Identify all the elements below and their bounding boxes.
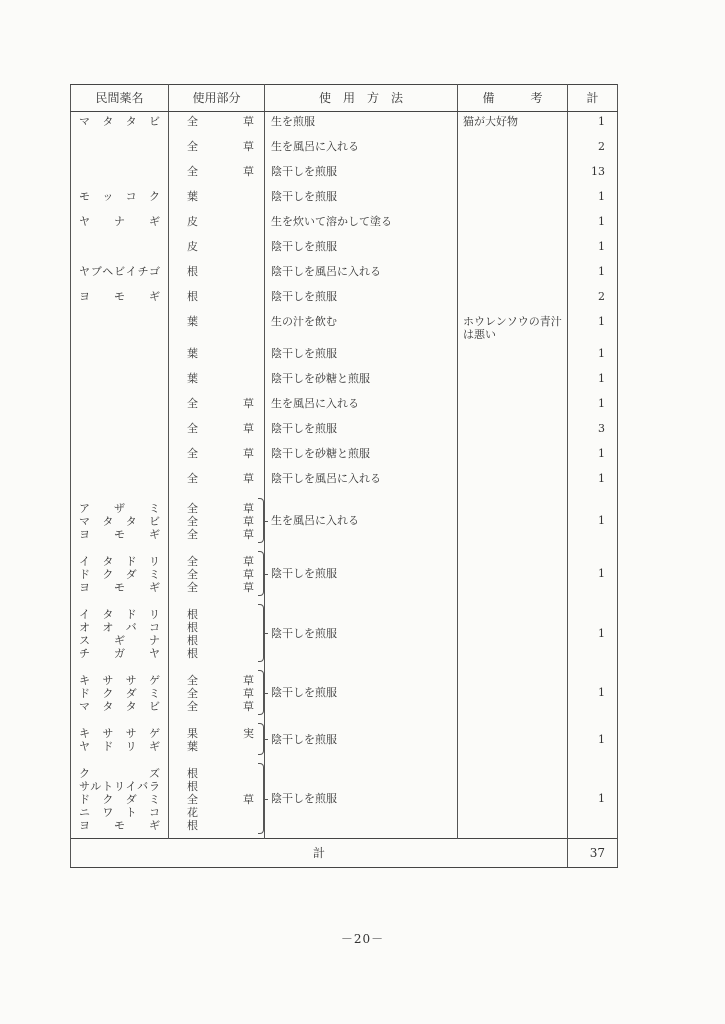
header-method: 使 用 方 法 <box>265 85 458 112</box>
used-part: 葉 <box>187 740 198 753</box>
used-part: 根 <box>187 647 198 660</box>
usage-method: 陰干しを砂糖と煎服 <box>265 444 458 469</box>
used-part: 葉 <box>169 312 265 344</box>
count: 1 <box>568 666 618 719</box>
usage-method-text: 生を風呂に入れる <box>271 514 359 527</box>
used-part: 全 草 <box>187 502 254 515</box>
count: 1 <box>568 547 618 600</box>
remark <box>458 237 568 262</box>
used-part: 全 草 <box>169 419 265 444</box>
header-part: 使用部分 <box>169 85 265 112</box>
count: 13 <box>568 162 618 187</box>
table-row <box>71 419 618 444</box>
table-body <box>71 112 618 839</box>
remedy-name <box>71 394 169 419</box>
remedy-name: サルトリイバラ <box>79 780 160 793</box>
remedy-name <box>71 469 169 494</box>
remedy-name: ヨ モ ギ <box>79 581 160 594</box>
used-part: 果 実 <box>187 727 254 740</box>
used-part: 花 <box>187 806 198 819</box>
brace-icon <box>258 498 264 543</box>
remedy-name: マ タ タ ビ <box>79 515 160 528</box>
remedy-name: ド ク ダ ミ <box>79 568 160 581</box>
used-part: 全 草 <box>187 687 254 700</box>
remedy-name: キ サ サ ゲ <box>79 674 160 687</box>
remedy-name: ヤ ナ ギ <box>71 212 169 237</box>
remedy-name: ク ズ <box>79 767 160 780</box>
remark <box>458 137 568 162</box>
remedy-name: ヤブヘビイチゴ <box>71 262 169 287</box>
brace-icon <box>258 723 264 755</box>
usage-method: 陰干しを煎服 <box>265 344 458 369</box>
usage-method-text: 陰干しを煎服 <box>271 626 337 640</box>
count: 1 <box>568 759 618 839</box>
usage-method-text: 陰干しを煎服 <box>271 792 337 805</box>
remedy-name-group <box>71 759 169 839</box>
remedy-name <box>71 237 169 262</box>
usage-method <box>265 719 458 759</box>
usage-method: 陰干しを風呂に入れる <box>265 469 458 494</box>
usage-method-text: 陰干しを煎服 <box>271 567 337 580</box>
remark: ホウレンソウの青汁は悪い <box>458 312 568 344</box>
count: 1 <box>568 187 618 212</box>
count: 1 <box>568 494 618 547</box>
used-part: 全 草 <box>169 469 265 494</box>
count: 1 <box>568 719 618 759</box>
remedy-name: オ オ バ コ <box>79 621 160 634</box>
remedy-name-group <box>71 719 169 759</box>
remark <box>458 187 568 212</box>
table-row <box>71 237 618 262</box>
table-row <box>71 394 618 419</box>
used-part: 全 草 <box>169 394 265 419</box>
used-part: 全 草 <box>169 444 265 469</box>
usage-method: 陰干しを煎服 <box>265 287 458 312</box>
count: 1 <box>568 469 618 494</box>
used-part-group <box>169 494 265 547</box>
count: 1 <box>568 444 618 469</box>
usage-method: 陰干しを煎服 <box>265 162 458 187</box>
count: 1 <box>568 394 618 419</box>
remedy-name-group <box>71 547 169 600</box>
remark: 猫が大好物 <box>458 112 568 138</box>
usage-method: 陰干しを風呂に入れる <box>265 262 458 287</box>
table-row-group <box>71 547 618 600</box>
table-row <box>71 262 618 287</box>
remedy-name: ド ク ダ ミ <box>79 793 160 806</box>
remark <box>458 494 568 547</box>
count: 3 <box>568 419 618 444</box>
usage-method-text: 陰干しを煎服 <box>271 686 337 699</box>
table-row-group <box>71 719 618 759</box>
remedy-name <box>71 419 169 444</box>
table-row <box>71 312 618 344</box>
usage-method <box>265 759 458 839</box>
remark <box>458 759 568 839</box>
count: 1 <box>568 344 618 369</box>
header-name: 民間薬名 <box>71 85 169 112</box>
used-part: 全 草 <box>187 674 254 687</box>
used-part: 根 <box>187 780 198 793</box>
used-part: 根 <box>187 819 198 832</box>
count: 1 <box>568 369 618 394</box>
used-part: 根 <box>187 767 198 780</box>
table-row <box>71 444 618 469</box>
remedy-name <box>71 444 169 469</box>
usage-method <box>265 494 458 547</box>
remedy-name: ド ク ダ ミ <box>79 687 160 700</box>
table-row-group <box>71 600 618 666</box>
used-part: 全 草 <box>169 162 265 187</box>
header-count: 計 <box>568 85 618 112</box>
remedy-name-group <box>71 666 169 719</box>
brace-icon <box>258 763 264 834</box>
remedy-name: ス ギ ナ <box>79 634 160 647</box>
remark <box>458 719 568 759</box>
remedy-name: イ タ ド リ <box>79 555 160 568</box>
brace-icon <box>258 670 264 715</box>
header-note: 備 考 <box>458 85 568 112</box>
count: 2 <box>568 137 618 162</box>
count: 1 <box>568 312 618 344</box>
used-part: 根 <box>187 634 198 647</box>
used-part: 全 草 <box>169 112 265 138</box>
table-row <box>71 187 618 212</box>
used-part: 全 草 <box>187 528 254 541</box>
remedy-name: ヨ モ ギ <box>79 528 160 541</box>
remedy-name: チ ガ ヤ <box>79 647 160 660</box>
count: 1 <box>568 112 618 138</box>
used-part: 皮 <box>169 212 265 237</box>
usage-method: 陰干しを煎服 <box>265 187 458 212</box>
usage-method: 生を風呂に入れる <box>265 394 458 419</box>
table-header-row <box>71 85 618 112</box>
page-number: －20－ <box>340 932 385 946</box>
remedy-name: キ サ サ ゲ <box>79 727 160 740</box>
used-part: 根 <box>169 287 265 312</box>
table-row <box>71 162 618 187</box>
remedy-name-group <box>71 494 169 547</box>
remark <box>458 287 568 312</box>
remedy-name <box>71 312 169 344</box>
table-row <box>71 369 618 394</box>
remedy-name: マ タ タ ビ <box>79 700 160 713</box>
used-part: 根 <box>169 262 265 287</box>
count: 1 <box>568 262 618 287</box>
count: 1 <box>568 212 618 237</box>
used-part-group <box>169 600 265 666</box>
total-row <box>71 839 618 868</box>
remark <box>458 547 568 600</box>
usage-method: 生の汁を飲む <box>265 312 458 344</box>
remark <box>458 469 568 494</box>
table-row <box>71 469 618 494</box>
used-part: 皮 <box>169 237 265 262</box>
used-part: 葉 <box>169 344 265 369</box>
remedy-name: ヨ モ ギ <box>71 287 169 312</box>
remedy-name <box>71 344 169 369</box>
used-part: 根 <box>187 621 198 634</box>
usage-method <box>265 547 458 600</box>
remedy-name <box>71 162 169 187</box>
remark <box>458 369 568 394</box>
usage-method: 生を炊いて溶かして塗る <box>265 212 458 237</box>
remedy-name <box>71 137 169 162</box>
herbal-remedy-table <box>70 84 618 868</box>
used-part: 全 草 <box>187 793 254 806</box>
remedy-name: モ ッ コ ク <box>71 187 169 212</box>
table-row <box>71 344 618 369</box>
usage-method: 生を風呂に入れる <box>265 137 458 162</box>
usage-method: 陰干しを煎服 <box>265 419 458 444</box>
remedy-name: ア ザ ミ <box>79 502 160 515</box>
remark <box>458 394 568 419</box>
table-row <box>71 137 618 162</box>
remark <box>458 344 568 369</box>
total-value: 37 <box>568 839 618 868</box>
remark <box>458 212 568 237</box>
table-row-group <box>71 666 618 719</box>
total-label: 計 <box>71 839 568 868</box>
used-part: 全 草 <box>187 555 254 568</box>
usage-method-text: 陰干しを煎服 <box>271 732 337 746</box>
usage-method <box>265 666 458 719</box>
remark <box>458 262 568 287</box>
brace-icon <box>258 551 264 596</box>
used-part: 全 草 <box>187 515 254 528</box>
count: 2 <box>568 287 618 312</box>
usage-method: 陰干しを煎服 <box>265 237 458 262</box>
remark <box>458 162 568 187</box>
remark <box>458 600 568 666</box>
usage-method: 陰干しを砂糖と煎服 <box>265 369 458 394</box>
remedy-name <box>71 369 169 394</box>
table-row-group <box>71 494 618 547</box>
usage-method <box>265 600 458 666</box>
used-part: 葉 <box>169 187 265 212</box>
used-part: 全 草 <box>169 137 265 162</box>
table-row-group <box>71 759 618 839</box>
brace-icon <box>258 604 264 662</box>
remedy-name: ヨ モ ギ <box>79 819 160 832</box>
remedy-name: ヤ ド リ ギ <box>79 740 160 753</box>
remedy-name: イ タ ド リ <box>79 608 160 621</box>
used-part: 葉 <box>169 369 265 394</box>
used-part-group <box>169 547 265 600</box>
used-part: 全 草 <box>187 581 254 594</box>
used-part: 根 <box>187 608 198 621</box>
remark <box>458 419 568 444</box>
table-row <box>71 287 618 312</box>
table-row <box>71 212 618 237</box>
remedy-name-group <box>71 600 169 666</box>
used-part: 全 草 <box>187 568 254 581</box>
table-row <box>71 112 618 138</box>
remedy-name: マ タ タ ビ <box>71 112 169 138</box>
count: 1 <box>568 237 618 262</box>
used-part: 全 草 <box>187 700 254 713</box>
remedy-name: ニ ワ ト コ <box>79 806 160 819</box>
used-part-group <box>169 759 265 839</box>
remark <box>458 444 568 469</box>
remark <box>458 666 568 719</box>
used-part-group <box>169 719 265 759</box>
usage-method: 生を煎服 <box>265 112 458 138</box>
used-part-group <box>169 666 265 719</box>
count: 1 <box>568 600 618 666</box>
